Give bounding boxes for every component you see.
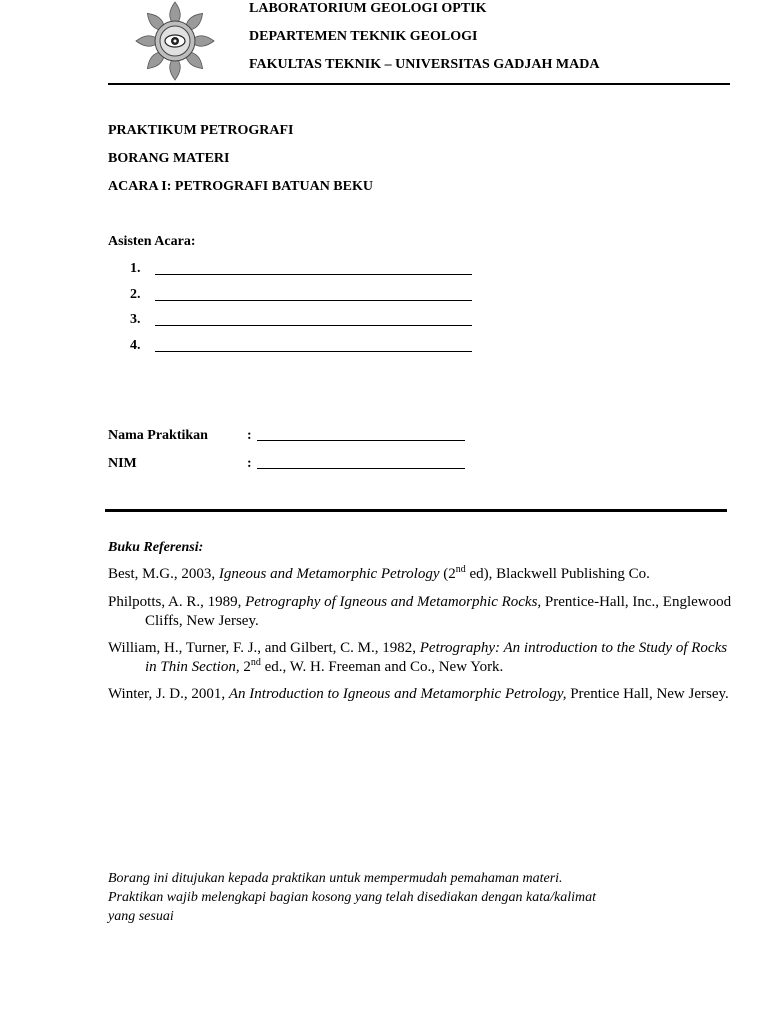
reference-item: Philpotts, A. R., 1989, Petrography of Igneous and Metamorphic Rocks, Prentice-Hall, Inc., Englewood Cliffs, New Jersey.: [108, 594, 732, 629]
references-heading: Buku Referensi:: [108, 540, 204, 555]
colon: :: [247, 456, 252, 471]
assistant-number: 3.: [130, 312, 141, 327]
assistant-4-blank[interactable]: [155, 351, 472, 352]
reference-item: Best, M.G., 2003, Igneous and Metamorphic Petrology (2nd ed), Blackwell Publishing Co.: [108, 564, 650, 582]
colon: :: [247, 428, 252, 443]
header-department: DEPARTEMEN TEKNIK GEOLOGI: [249, 29, 478, 44]
note-line: Praktikan wajib melengkapi bagian kosong yang telah disediakan dengan kata/kalimat: [108, 890, 596, 905]
assistant-number: 4.: [130, 338, 141, 353]
form-title: BORANG MATERI: [108, 151, 230, 166]
session-title: ACARA I: PETROGRAFI BATUAN BEKU: [108, 179, 373, 194]
university-seal-icon: [134, 0, 216, 82]
assistant-1-blank[interactable]: [155, 274, 472, 275]
note-line: yang sesuai: [108, 909, 174, 924]
header-rule: [108, 83, 730, 85]
assistant-2-blank[interactable]: [155, 300, 472, 301]
student-nim-blank[interactable]: [257, 468, 465, 469]
assistant-3-blank[interactable]: [155, 325, 472, 326]
student-name-label: Nama Praktikan: [108, 428, 208, 443]
reference-item: Winter, J. D., 2001, An Introduction to Igneous and Metamorphic Petrology, Prentice Hall, New Jersey.: [108, 686, 729, 702]
section-rule: [105, 509, 727, 512]
reference-item: William, H., Turner, F. J., and Gilbert, C. M., 1982, Petrography: An introduction to the Study of Rocks in Thin Section, 2nd ed., W. H. Freeman and Co., New York.: [108, 640, 728, 675]
assistant-number: 1.: [130, 261, 141, 276]
assistants-label: Asisten Acara:: [108, 234, 196, 249]
student-name-blank[interactable]: [257, 440, 465, 441]
header-faculty: FAKULTAS TEKNIK – UNIVERSITAS GADJAH MADA: [249, 57, 600, 72]
course-title: PRAKTIKUM PETROGRAFI: [108, 123, 294, 138]
assistant-number: 2.: [130, 287, 141, 302]
note-line: Borang ini ditujukan kepada praktikan untuk mempermudah pemahaman materi.: [108, 871, 563, 886]
student-nim-label: NIM: [108, 456, 137, 471]
instruction-note: [108, 869, 668, 926]
header-lab-name: LABORATORIUM GEOLOGI OPTIK: [249, 1, 487, 16]
